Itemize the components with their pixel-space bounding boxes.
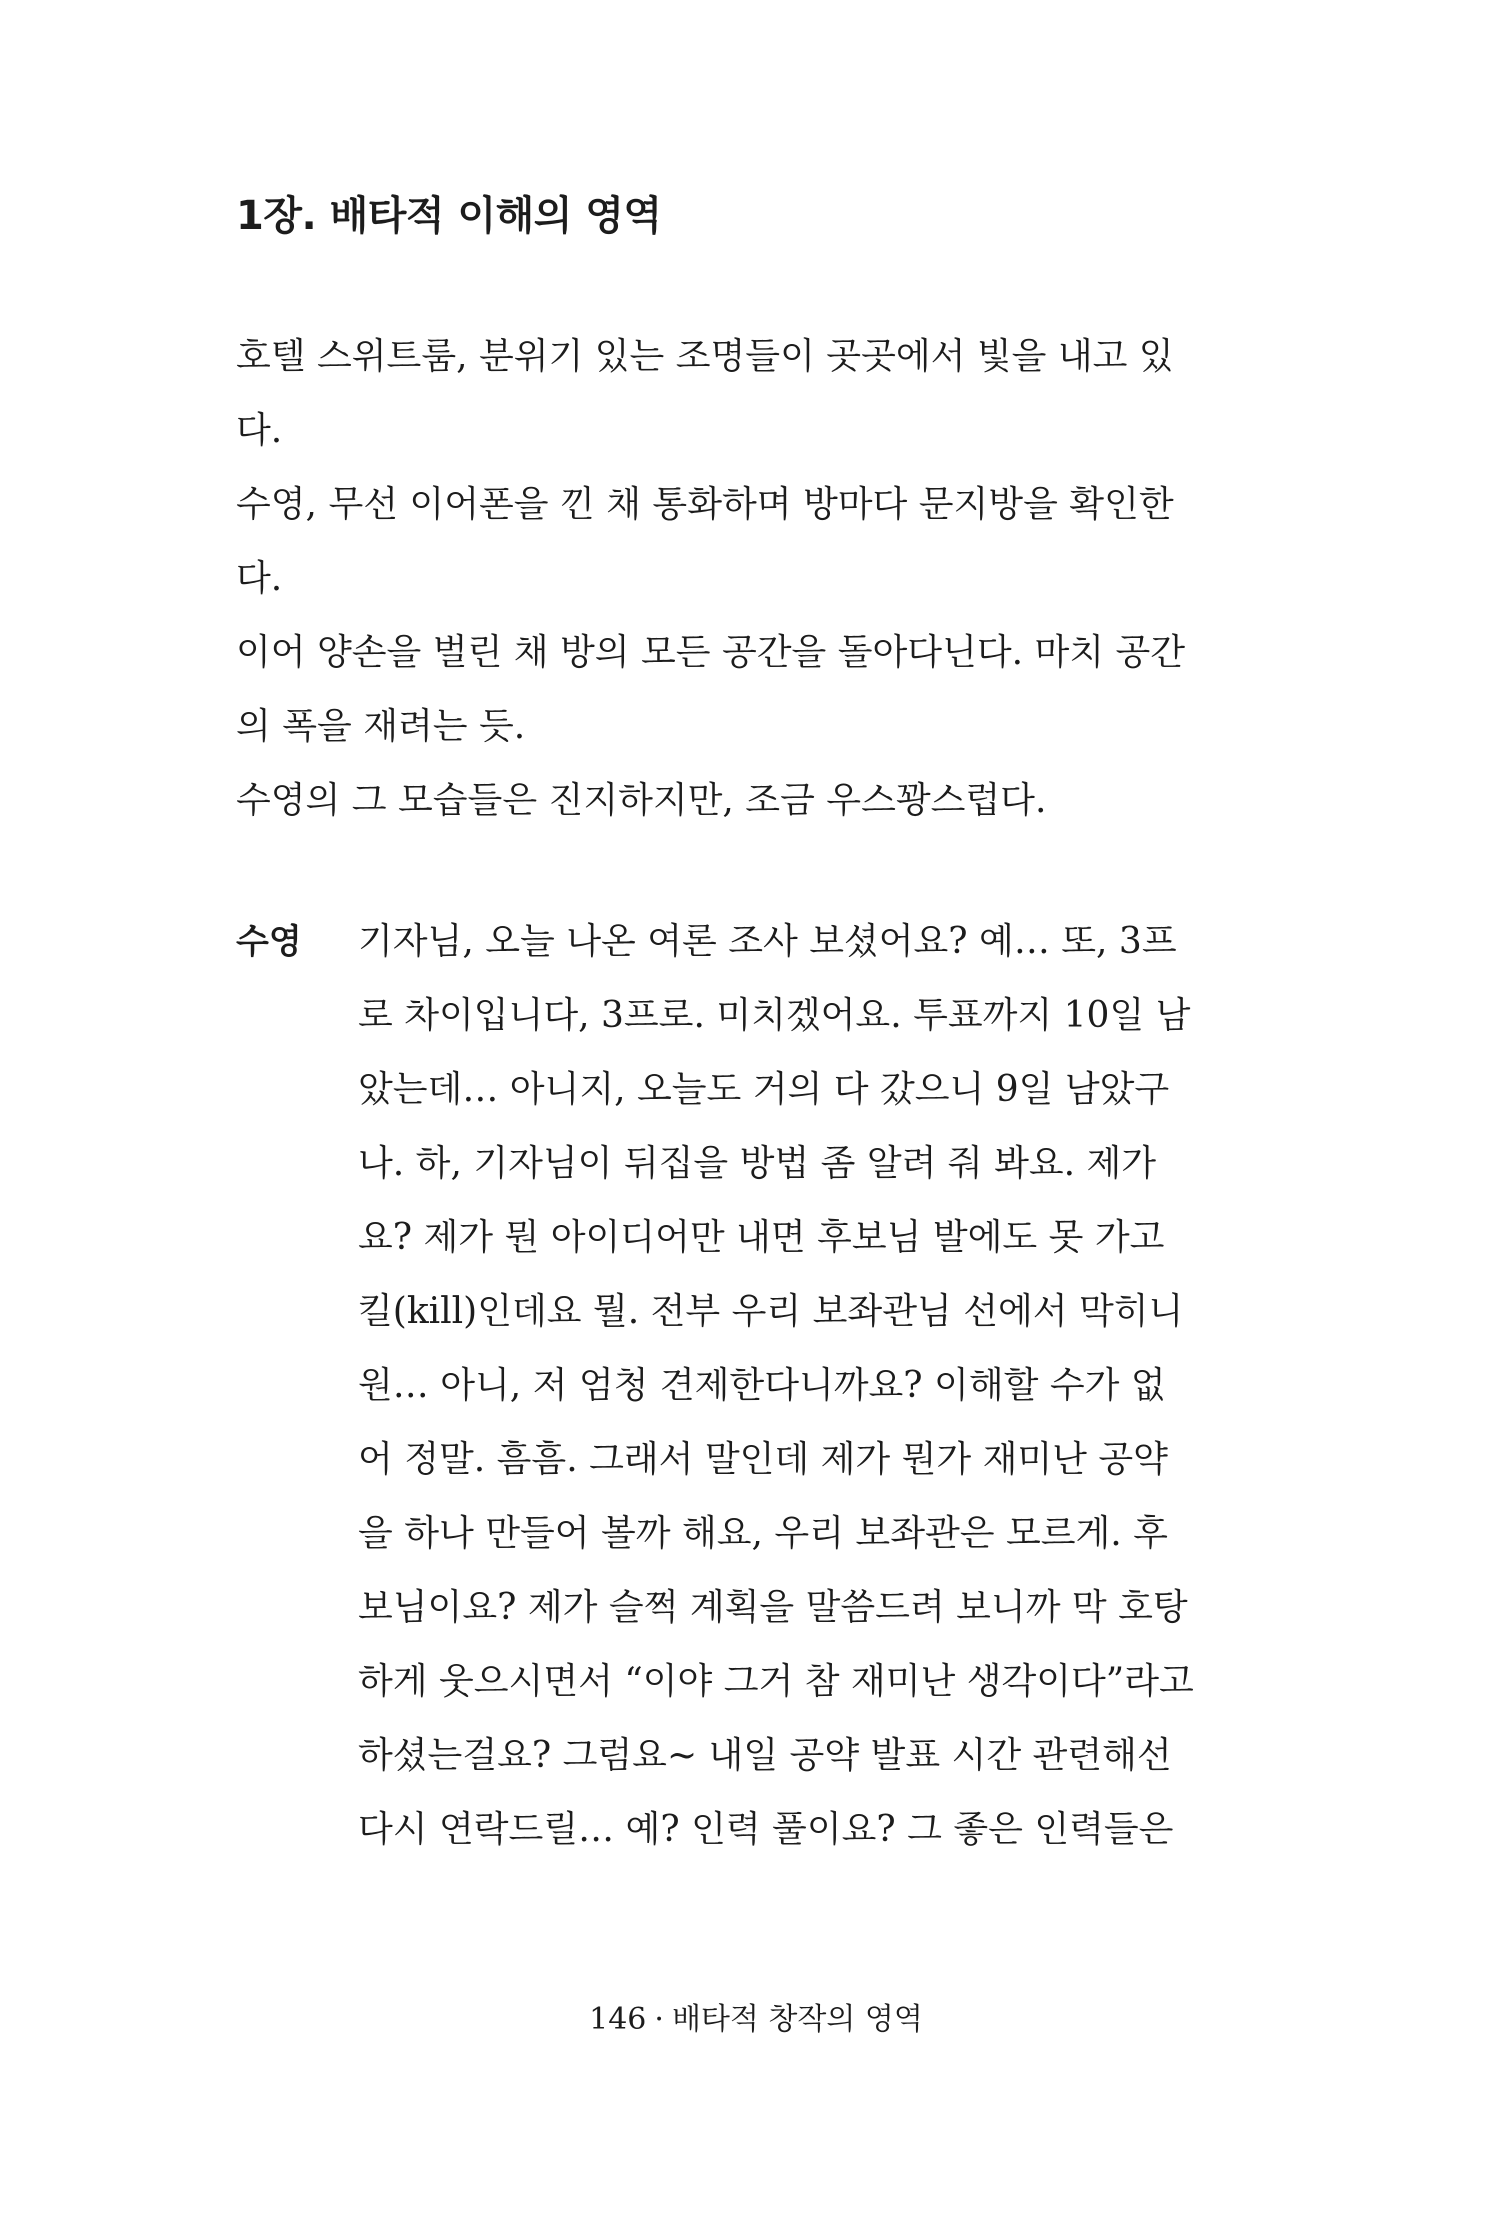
narration-line: 수영, 무선 이어폰을 낀 채 통화하며 방마다 문지방을 확인한: [236, 484, 1174, 525]
speech-line: 다시 연락드릴… 예? 인력 풀이요? 그 좋은 인력들은: [358, 1809, 1174, 1850]
narration-line: 의 폭을 재려는 듯.: [236, 706, 526, 747]
speech-text: [358, 905, 1276, 1867]
speech-line: 았는데… 아니지, 오늘도 거의 다 갔으니 9일 남았구: [358, 1069, 1170, 1110]
speech-line: 보님이요? 제가 슬쩍 계획을 말씀드려 보니까 막 호탕: [358, 1587, 1188, 1628]
narration-line: 이어 양손을 벌린 채 방의 모든 공간을 돌아다닌다. 마치 공간: [236, 632, 1186, 673]
speech-line: 로 차이입니다, 3프로. 미치겠어요. 투표까지 10일 남: [358, 995, 1191, 1036]
speech-line: 하게 웃으시면서 “이야 그거 참 재미난 생각이다”라고: [358, 1661, 1194, 1702]
narration-line: 수영의 그 모습들은 진지하지만, 조금 우스꽝스럽다.: [236, 780, 1047, 821]
page-footer: [0, 2000, 1512, 2040]
speech-line: 어 정말. 흠흠. 그래서 말인데 제가 뭔가 재미난 공약: [358, 1439, 1168, 1480]
speaker-name: 수영: [236, 922, 302, 962]
speech-line: 원… 아니, 저 엄청 견제한다니까요? 이해할 수가 없: [358, 1365, 1166, 1406]
speech-line: 킬(kill)인데요 뭘. 전부 우리 보좌관님 선에서 막히니: [358, 1291, 1184, 1332]
chapter-title: 1장. 배타적 이해의 영역: [236, 193, 662, 239]
narration-line: 다.: [236, 410, 283, 451]
speech-line: 을 하나 만들어 볼까 해요, 우리 보좌관은 모르게. 후: [358, 1513, 1168, 1554]
narration-line: 호텔 스위트룸, 분위기 있는 조명들이 곳곳에서 빛을 내고 있: [236, 336, 1174, 377]
footer-separator: ·: [654, 2002, 664, 2037]
speech-line: 하셨는걸요? 그럼요~ 내일 공약 발표 시간 관련해선: [358, 1735, 1172, 1776]
running-title: 배타적 창작의 영역: [671, 2002, 923, 2037]
page-number: 146: [589, 2002, 647, 2037]
speech-line: 나. 하, 기자님이 뒤집을 방법 좀 알려 줘 봐요. 제가: [358, 1143, 1157, 1184]
stage-directions: [236, 320, 1276, 838]
speech-line: 요? 제가 뭔 아이디어만 내면 후보님 발에도 못 가고: [358, 1217, 1165, 1258]
narration-line: 다.: [236, 558, 283, 599]
speech-line: 기자님, 오늘 나온 여론 조사 보셨어요? 예… 또, 3프: [358, 921, 1177, 962]
